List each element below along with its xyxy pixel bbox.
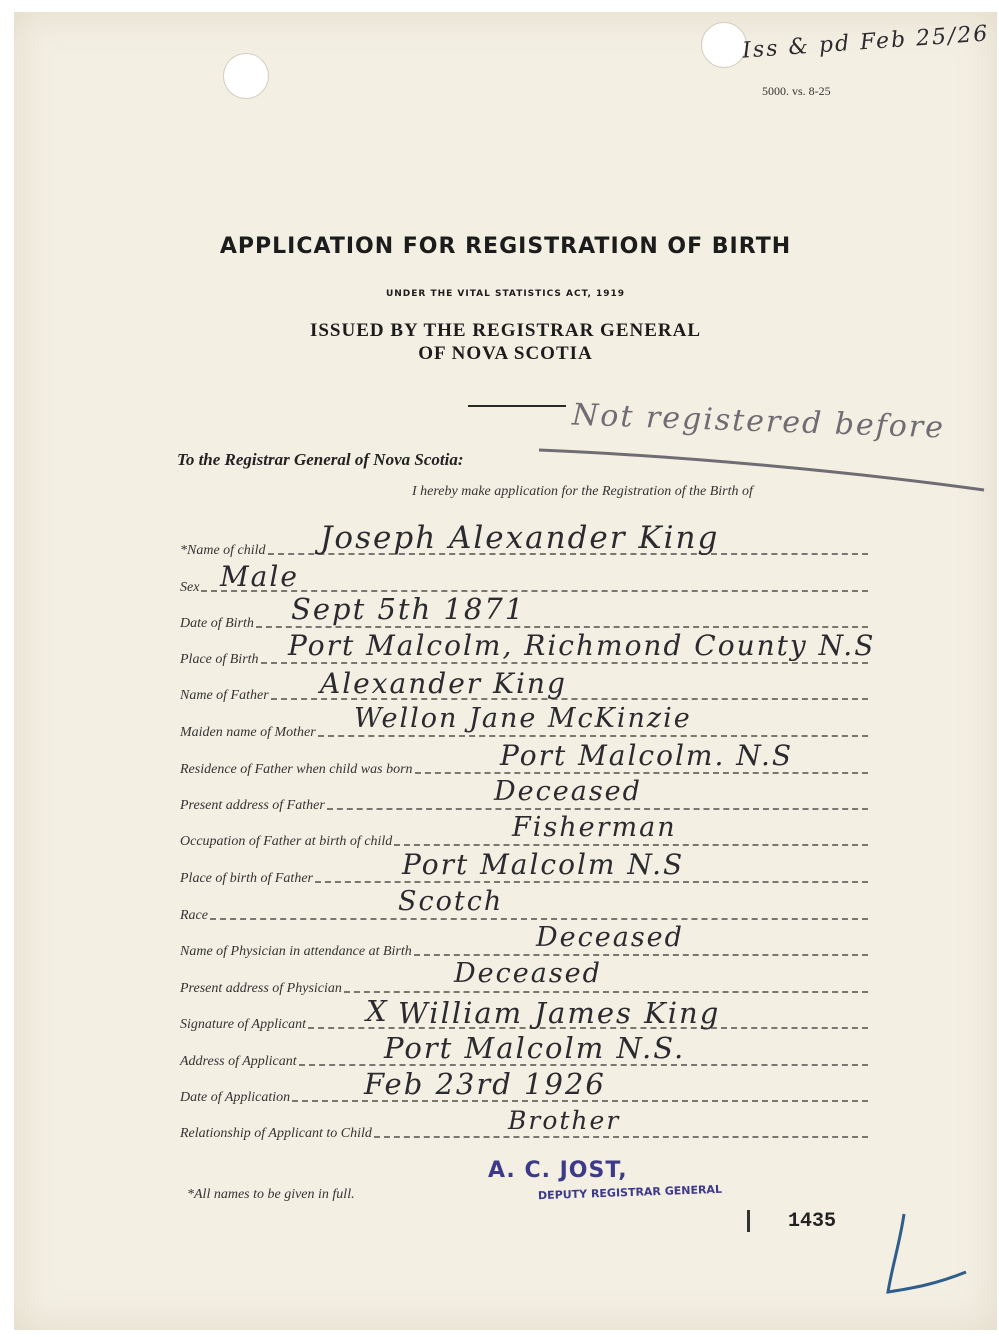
fill-line [327,808,868,810]
field-value-place-of-birth-of-father: Port Malcolm N.S [402,848,685,881]
field-label: Date of Application [180,1090,291,1105]
footnote: *All names to be given in full. [187,1187,355,1202]
fill-line [414,954,868,956]
field-value-signature-of-applicant: William James King [398,996,721,1030]
serial-number: 1435 [788,1210,837,1233]
field-label: Place of birth of Father [180,871,313,886]
fill-line [261,662,868,664]
field-label: Date of Birth [180,616,254,631]
punch-hole-left [223,53,269,99]
form-number: 5000. vs. 8-25 [762,84,831,98]
not-registered-note: Not registered before [571,397,946,446]
salutation: To the Registrar General of Nova Scotia: [177,450,464,469]
field-value-name-of-child: Joseph Alexander King [320,520,720,556]
field-value-date-of-application: Feb 23rd 1926 [364,1067,606,1101]
field-label: Present address of Father [180,798,325,813]
field-label: Sex [180,580,200,595]
field-row-name-of-physician [180,938,868,960]
field-label: Address of Applicant [180,1054,297,1069]
field-value-place-of-birth: Port Malcolm, Richmond County N.S [288,629,876,662]
field-value-present-address-of-father: Deceased [494,776,642,807]
fill-line [318,735,868,737]
field-label: Race [180,908,208,923]
field-label: Occupation of Father at birth of child [180,834,393,849]
punch-hole-right [701,22,747,68]
field-label: Place of Birth [180,652,259,667]
document-title: APPLICATION FOR REGISTRATION OF BIRTH [219,234,792,259]
act-subtitle: UNDER THE VITAL STATISTICS ACT, 1919 [385,289,626,299]
document-page [14,12,997,1330]
field-value-occupation-of-father: Fisherman [512,812,677,843]
field-value-name-of-physician: Deceased [536,922,684,953]
fill-line [210,918,868,920]
field-value-date-of-birth: Sept 5th 1871 [291,592,526,626]
field-value-maiden-name-of-mother: Wellon Jane McKinzie [354,703,692,734]
field-label: Present address of Physician [180,981,342,996]
field-value-race: Scotch [398,886,504,917]
field-row-race [180,902,868,924]
field-value-present-address-of-physician: Deceased [454,958,602,989]
fill-line [344,991,868,993]
stamp-name: A. C. JOST, [488,1158,628,1183]
serial-tick [747,1210,750,1232]
applicant-mark: X [366,994,389,1028]
field-label: Relationship of Applicant to Child [180,1126,372,1141]
blue-check-mark [874,1212,974,1312]
fill-line [256,626,868,628]
field-value-relationship-of-applicant: Brother [508,1106,621,1135]
field-value-sex: Male [220,560,299,593]
fill-line [374,1136,868,1138]
field-label: Name of Father [180,688,269,703]
fill-line [315,881,868,883]
intro-text: I hereby make application for the Registration of the Birth of [412,484,753,499]
fill-line [394,844,868,846]
field-label: Name of Physician in attendance at Birth [180,944,412,959]
issuer-line-2: OF NOVA SCOTIA [418,343,593,364]
field-value-name-of-father: Alexander King [320,667,567,700]
top-corner-note: Iss & pd Feb 25/26 [741,21,991,64]
field-label: *Name of child [180,543,266,558]
fill-line [415,772,868,774]
title-rule [468,405,566,407]
field-label: Signature of Applicant [180,1017,306,1032]
field-label: Maiden name of Mother [180,725,316,740]
field-value-residence-of-father: Port Malcolm. N.S [500,739,794,772]
stamp-title: DEPUTY REGISTRAR GENERAL [537,1182,723,1203]
field-value-address-of-applicant: Port Malcolm N.S. [384,1031,686,1065]
field-label: Residence of Father when child was born [180,762,413,777]
issuer-line-1: ISSUED BY THE REGISTRAR GENERAL [309,320,702,341]
